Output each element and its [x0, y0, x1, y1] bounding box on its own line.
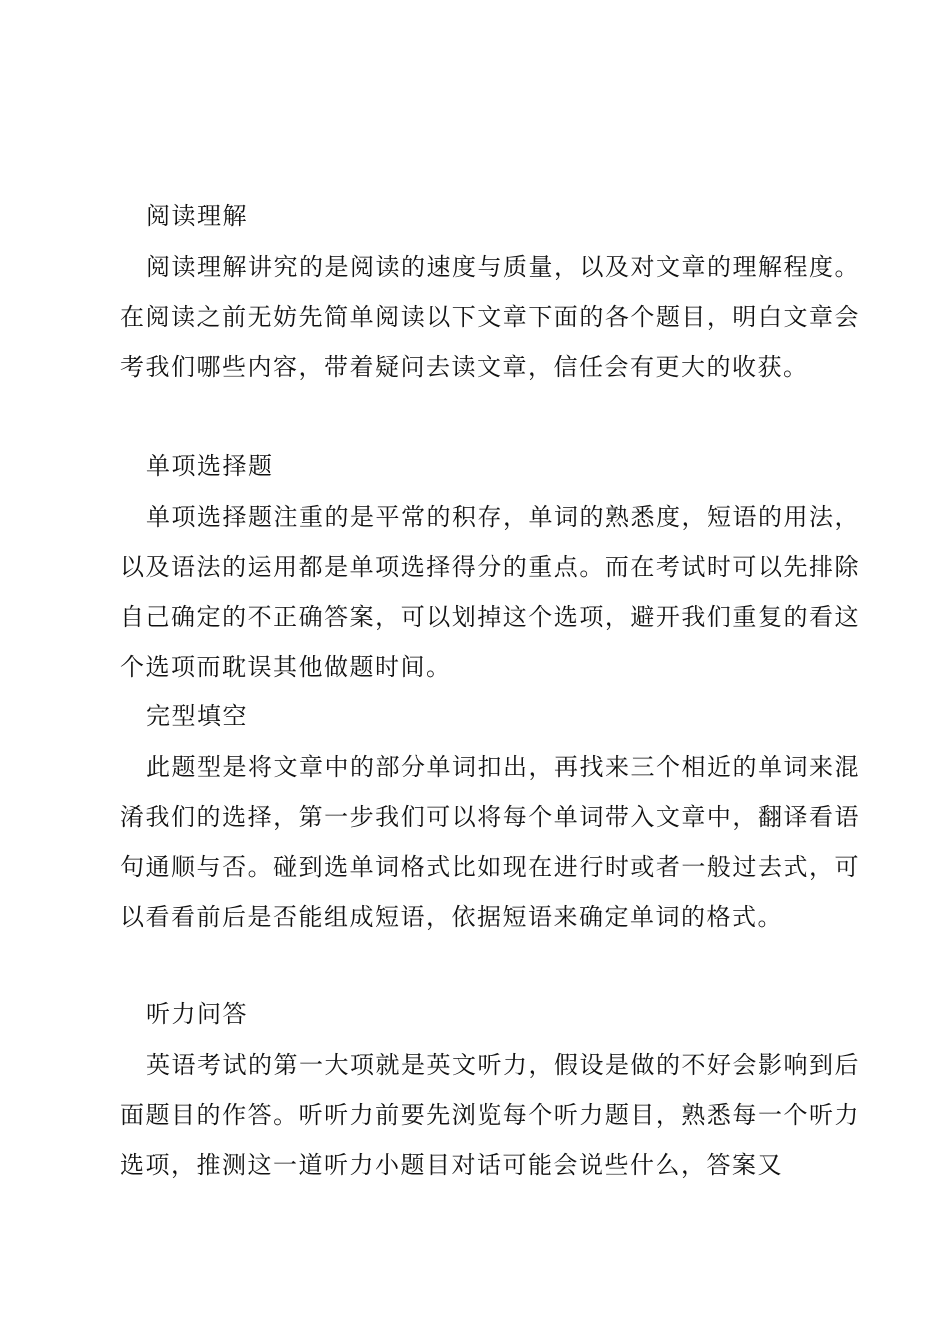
section-body-single-choice: 单项选择题注重的是平常的积存，单词的熟悉度，短语的用法，以及语法的运用都是单项选择得分的重点。而在考试时可以先排除自己确定的不正确答案，可以划掉这个选项，避开我们重复的看这个选项而耽误其他做题时间。 — [120, 503, 860, 681]
section-body-cloze: 此题型是将文章中的部分单词扣出，再找来三个相近的单词来混淆我们的选择，第一步我们可以将每个单词带入文章中，翻译看语句通顺与否。碰到选单词格式比如现在进行时或者一般过去式，可以看看前后是否能组成短语，依据短语来确定单词的格式。 — [120, 753, 860, 931]
section-body-reading: 阅读理解讲究的是阅读的速度与质量，以及对文章的理解程度。在阅读之前无妨先简单阅读以下文章下面的各个题目，明白文章会考我们哪些内容，带着疑问去读文章，信任会有更大的收获。 — [120, 253, 860, 381]
section-heading-reading: 阅读理解 — [146, 202, 248, 230]
section-heading-single-choice: 单项选择题 — [146, 452, 274, 480]
section-heading-listening: 听力问答 — [146, 1000, 248, 1028]
section-body-listening: 英语考试的第一大项就是英文听力，假设是做的不好会影响到后面题目的作答。听听力前要先浏览每个听力题目，熟悉每一个听力选项，推测这一道听力小题目对话可能会说些什么，答案又 — [120, 1051, 860, 1179]
section-heading-cloze: 完型填空 — [146, 702, 248, 730]
